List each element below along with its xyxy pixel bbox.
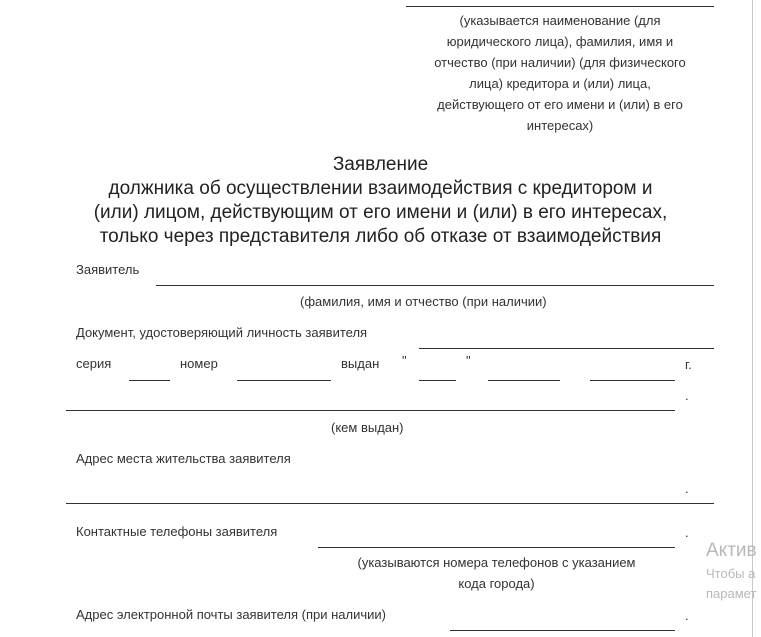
- activation-watermark: [700, 530, 761, 637]
- document-title: [0, 153, 761, 249]
- creditor-note-line: действующего от его имени и (или) в его: [437, 97, 683, 112]
- quote-close: ": [466, 353, 471, 368]
- number-label: номер: [180, 356, 218, 371]
- phones-label: Контактные телефоны заявителя: [76, 524, 278, 539]
- watermark-title: Актив: [706, 540, 757, 561]
- number-field[interactable]: [237, 380, 331, 381]
- phones-field[interactable]: [318, 547, 675, 548]
- creditor-note-line: лица) кредитора и (или) лица,: [469, 76, 651, 91]
- issued-by-dot: .: [685, 388, 689, 403]
- email-dot: .: [685, 608, 689, 623]
- issue-year-field[interactable]: [590, 380, 675, 381]
- issue-day-field[interactable]: [419, 380, 456, 381]
- applicant-hint: (фамилия, имя и отчество (при наличии): [300, 294, 547, 309]
- document-label: Документ, удостоверяющий личность заявителя: [76, 325, 368, 340]
- watermark-line: Чтобы а: [706, 566, 756, 581]
- issue-month-field[interactable]: [488, 380, 560, 381]
- applicant-label: Заявитель: [76, 262, 140, 277]
- creditor-note-line: интересах): [526, 118, 594, 133]
- phones-hint-line: кода города): [458, 576, 535, 591]
- series-field[interactable]: [129, 380, 170, 381]
- address-field[interactable]: [66, 503, 714, 504]
- creditor-note-line: отчество (при наличии) (для физического: [434, 55, 686, 70]
- title-line: Заявление: [332, 154, 429, 175]
- watermark-line: парамет: [706, 586, 757, 601]
- issued-by-hint: (кем выдан): [331, 420, 404, 435]
- title-line: только через представителя либо об отказе от взаимодействия: [99, 226, 662, 247]
- phones-dot: .: [685, 525, 689, 540]
- year-suffix: г.: [685, 357, 692, 372]
- creditor-note: [406, 10, 714, 136]
- address-label: Адрес места жительства заявителя: [76, 451, 291, 466]
- issued-label: выдан: [341, 356, 380, 371]
- series-label: серия: [76, 356, 112, 371]
- applicant-name-field[interactable]: [156, 285, 714, 286]
- email-label: Адрес электронной почты заявителя (при наличии): [76, 607, 386, 622]
- creditor-note-line: юридического лица), фамилия, имя и: [446, 34, 674, 49]
- creditor-note-line: (указывается наименование (для: [459, 13, 661, 28]
- phones-hint-line: (указываются номера телефонов с указанием: [357, 555, 636, 570]
- title-line: должника об осуществлении взаимодействия с кредитором и: [108, 178, 653, 199]
- phones-hint: [318, 552, 675, 594]
- document-type-field[interactable]: [419, 348, 714, 349]
- title-line: (или) лицом, действующим от его имени и (или) в его интересах,: [93, 202, 668, 223]
- quote-open: ": [402, 353, 407, 368]
- creditor-name-line: [406, 6, 714, 7]
- address-dot: .: [685, 481, 689, 496]
- email-field[interactable]: [450, 630, 675, 631]
- issued-by-field[interactable]: [66, 410, 675, 411]
